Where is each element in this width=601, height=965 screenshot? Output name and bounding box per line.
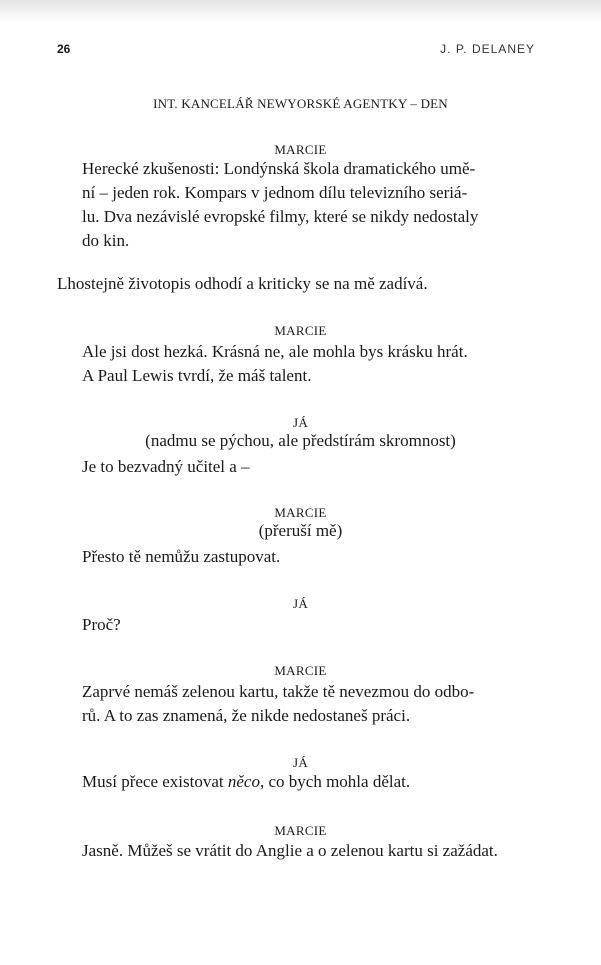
dialogue-block [82, 613, 537, 637]
dialogue-line: Ale jsi dost hezká. Krásná ne, ale mohla bys krásku hrát. [82, 342, 468, 361]
emphasized-word: něco [227, 772, 260, 791]
dialogue-block [82, 340, 537, 388]
parenthetical: (nadmu se pýchou, ale předstírám skromnost) [145, 431, 456, 450]
dialogue-line: A Paul Lewis tvrdí, že máš talent. [82, 366, 312, 385]
speaker-name: JÁ [292, 755, 309, 770]
speaker-name: MARCIE [274, 823, 327, 838]
dialogue-block [82, 545, 537, 569]
speaker-name: JÁ [292, 596, 309, 611]
dialogue-line: Herecké zkušenosti: Londýnská škola dramatického umě- [82, 159, 476, 178]
dialogue-line: Jasně. Můžeš se vrátit do Anglie a o zelenou kartu si zažádat. [82, 841, 498, 860]
dialogue-line: rů. A to zas znamená, že nikde nedostaneš práci. [82, 706, 411, 725]
parenthetical: (přeruší mě) [258, 521, 343, 540]
page-number: 26 [57, 42, 71, 56]
action-line [57, 272, 537, 296]
dialogue-block [82, 770, 537, 794]
dialogue-block [82, 839, 537, 863]
dialogue-block [82, 680, 537, 728]
speaker-name: MARCIE [274, 663, 327, 678]
dialogue-text: , co bych mohla dělat. [259, 772, 411, 791]
dialogue-line [82, 770, 537, 794]
dialogue-line: Přesto tě nemůžu zastupovat. [82, 547, 281, 566]
dialogue-line: Zaprvé nemáš zelenou kartu, takže tě nevezmou do odbo- [82, 682, 475, 701]
dialogue-line: Je to bezvadný učitel a – [82, 457, 250, 476]
dialogue-line: lu. Dva nezávislé evropské filmy, které se nikdy nedostaly [82, 207, 479, 226]
dialogue-text: Musí přece existovat [82, 772, 228, 791]
dialogue-line: do kin. [82, 231, 130, 250]
scene-heading: INT. KANCELÁŘ NEWYORSKÉ AGENTKY – DEN [153, 96, 448, 111]
speaker-name: JÁ [292, 415, 309, 430]
speaker-name: MARCIE [274, 505, 327, 520]
dialogue-block [82, 455, 537, 479]
page-top-shadow [0, 0, 601, 22]
speaker-name: MARCIE [274, 323, 327, 338]
running-head-author: J. P. DELANEY [440, 42, 535, 56]
dialogue-block [82, 157, 537, 253]
dialogue-line: ní – jeden rok. Kompars v jednom dílu televizního seriá- [82, 183, 468, 202]
action-text: Lhostejně životopis odhodí a kriticky se na mě zadívá. [57, 274, 428, 293]
dialogue-line: Proč? [82, 615, 121, 634]
speaker-name: MARCIE [274, 142, 327, 157]
